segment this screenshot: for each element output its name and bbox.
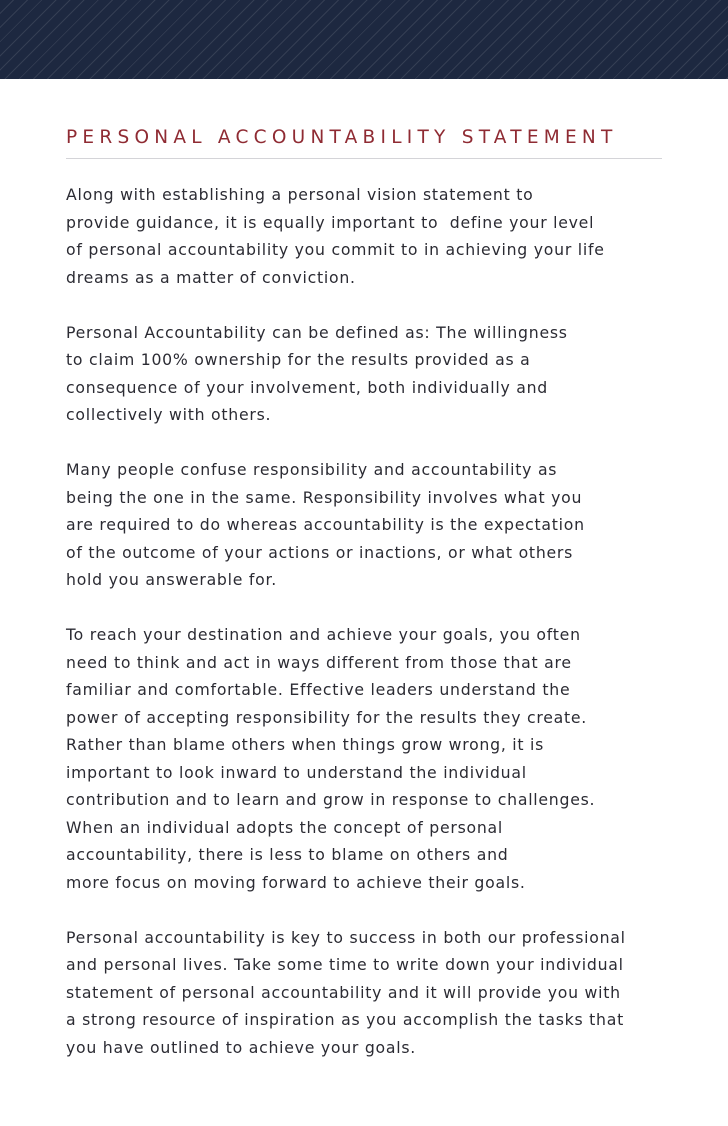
title-divider <box>66 158 662 159</box>
text-line: Personal Accountability can be defined as: The willingness <box>66 322 568 342</box>
text-line: contribution and to learn and grow in response to challenges. <box>66 790 596 809</box>
text-line: statement of personal accountability and it will provide you with <box>66 982 621 1002</box>
paragraph-definition <box>66 319 666 429</box>
paragraph-responsibility-vs-accountability <box>66 456 666 594</box>
text-line: need to think and act in ways different from those that are <box>66 652 572 672</box>
text-line: power of accepting responsibility for the results they create. <box>66 707 587 727</box>
text-line: collectively with others. <box>66 405 272 424</box>
text-line: Personal accountability is key to success in both our professional <box>66 927 626 947</box>
text-line: of personal accountability you commit to in achieving your life <box>66 240 605 259</box>
text-line: a strong resource of inspiration as you accomplish the tasks that <box>66 1010 624 1029</box>
text-line: you have outlined to achieve your goals. <box>66 1037 417 1057</box>
paragraph-conclusion <box>66 924 666 1062</box>
text-line: dreams as a matter of conviction. <box>66 267 356 287</box>
page-content <box>66 125 666 1089</box>
text-line: Rather than blame others when things grow wrong, it is <box>66 735 545 754</box>
text-line: To reach your destination and achieve your goals, you often <box>66 625 581 644</box>
text-line: familiar and comfortable. Effective leaders understand the <box>66 680 571 699</box>
text-line: consequence of your involvement, both individually and <box>66 377 549 397</box>
text-line: hold you answerable for. <box>66 570 277 589</box>
text-line: Many people confuse responsibility and accountability as <box>66 460 558 479</box>
text-line: provide guidance, it is equally important to define your level <box>66 212 595 232</box>
text-line: of the outcome of your actions or inactions, or what others <box>66 542 574 562</box>
page-title: PERSONAL ACCOUNTABILITY STATEMENT <box>66 127 618 148</box>
text-line: being the one in the same. Responsibility involves what you <box>66 487 583 507</box>
text-line: and personal lives. Take some time to write down your individual <box>66 955 624 974</box>
text-line: important to look inward to understand the individual <box>66 762 527 782</box>
paragraph-vision-intro <box>66 181 666 291</box>
text-line: Along with establishing a personal vision statement to <box>66 185 534 204</box>
header-pattern-band <box>0 0 728 79</box>
text-line: accountability, there is less to blame on others and <box>66 845 509 864</box>
paragraph-leadership <box>66 621 666 896</box>
text-line: more focus on moving forward to achieve their goals. <box>66 872 526 892</box>
text-line: to claim 100% ownership for the results provided as a <box>66 350 531 369</box>
text-line: When an individual adopts the concept of personal <box>66 817 504 837</box>
text-line: are required to do whereas accountability is the expectation <box>66 515 585 534</box>
